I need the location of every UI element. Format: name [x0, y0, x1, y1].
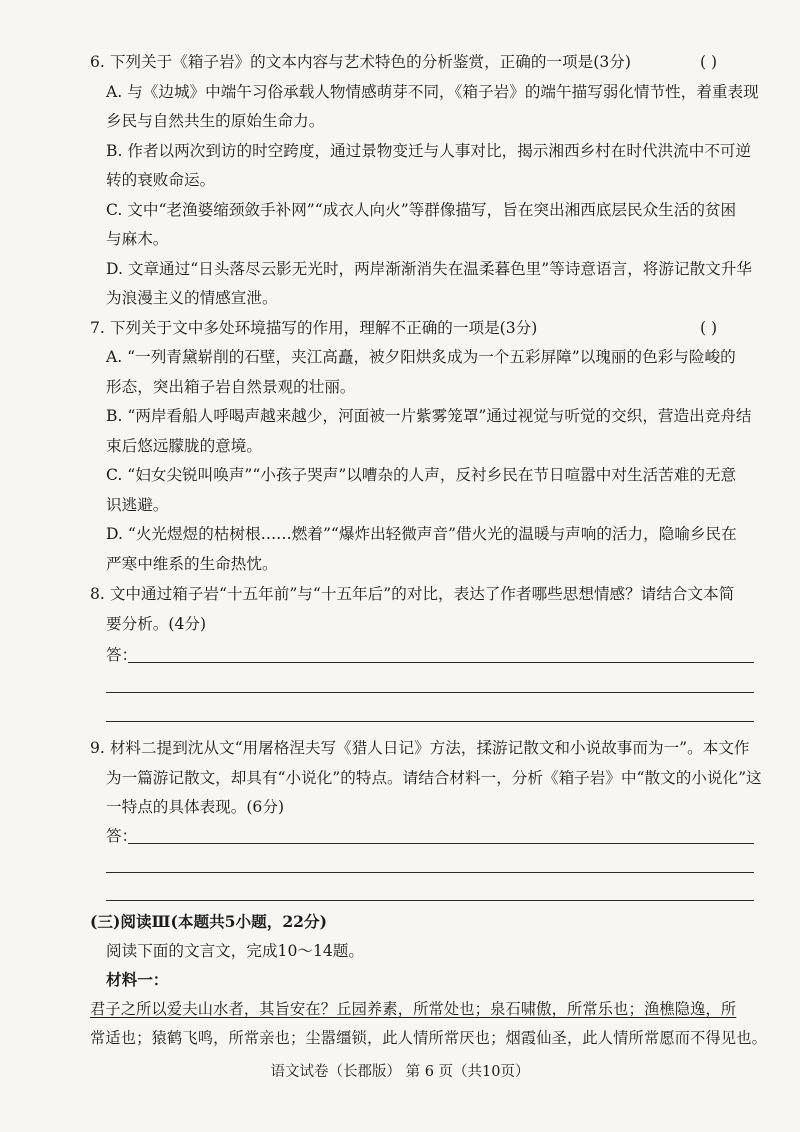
q9-stem-cont-1: 为一篇游记散文，却具有“小说化”的特点。请结合材料一，分析《箱子岩》中“散文的小说化”这 — [106, 769, 762, 787]
q8-answer-line-2[interactable] — [106, 692, 754, 693]
q8-stem-cont: 要分析。(4分) — [106, 615, 207, 633]
q6-option-b: B. 作者以两次到访的时空跨度，通过景物变迁与人事对比，揭示湘西乡村在时代洪流中不可逆 — [106, 142, 752, 160]
q6-option-c-cont: 与麻木。 — [106, 230, 169, 248]
q7-option-c-cont: 识逃避。 — [106, 496, 169, 514]
q6-option-b-cont: 转的衰败命运。 — [106, 171, 216, 189]
q9-answer-label: 答： — [106, 827, 138, 845]
material-1-label: 材料一： — [106, 970, 169, 989]
q8-answer-line-1[interactable] — [128, 662, 754, 663]
q6-option-a-cont: 乡民与自然共生的原始生命力。 — [106, 112, 325, 130]
q7-option-d-cont: 严寒中维系的生命热忱。 — [106, 555, 278, 573]
q7-option-c: C. “妇女尖锐叫唤声”“小孩子哭声”以嘈杂的人声，反衬乡民在节日喧嚣中对生活苦难的无意 — [106, 466, 737, 484]
q9-answer-line-3[interactable] — [106, 900, 754, 901]
q6-option-d: D. 文章通过“日头落尽云影无光时，两岸渐渐消失在温柔暮色里”等诗意语言，将游记散文升华 — [106, 260, 752, 278]
q6-option-a: A. 与《边城》中端午习俗承载人物情感萌芽不同，《箱子岩》的端午描写弱化情节性，着重表现 — [106, 83, 759, 101]
section-3-heading: (三)阅读Ⅲ(本题共5小题，22分) — [90, 912, 327, 931]
q8-answer-label: 答： — [106, 646, 138, 664]
q6-answer-bracket: ( ) — [700, 53, 718, 71]
q8-answer-line-3[interactable] — [106, 721, 754, 722]
q6-option-c: C. 文中“老渔婆缩颈敛手补网”“成衣人向火”等群像描写，旨在突出湘西底层民众生活的贫困 — [106, 201, 737, 219]
q9-stem: 9. 材料二提到沈从文“用屠格涅夫写《猎人日记》方法，揉游记散文和小说故事而为一”。本文作 — [90, 739, 750, 757]
q9-answer-line-1[interactable] — [128, 843, 754, 844]
q9-answer-line-2[interactable] — [106, 872, 754, 873]
q7-option-b-cont: 束后悠远朦胧的意境。 — [106, 437, 262, 455]
q6-stem: 6. 下列关于《箱子岩》的文本内容与艺术特色的分析鉴赏，正确的一项是(3分) — [90, 53, 631, 71]
q7-option-b: B. “两岸看船人呼喝声越来越少，河面被一片紫雾笼罩”通过视觉与听觉的交织，营造出竞舟结 — [106, 407, 752, 425]
q7-option-a-cont: 形态，突出箱子岩自然景观的壮丽。 — [106, 378, 356, 396]
section-3-instruction: 阅读下面的文言文，完成10～14题。 — [106, 942, 364, 960]
q8-stem: 8. 文中通过箱子岩“十五年前”与“十五年后”的对比，表达了作者哪些思想情感？请结合文本简 — [90, 585, 735, 603]
q9-stem-cont-2: 一特点的具体表现。(6分) — [106, 798, 285, 816]
page-footer: 语文试卷（长郡版） 第 6 页（共10页） — [270, 1064, 530, 1080]
q6-option-d-cont: 为浪漫主义的情感宣泄。 — [106, 289, 278, 307]
classical-text-line-1: 君子之所以爱夫山水者，其旨安在？丘园养素，所常处也；泉石啸傲，所常乐也；渔樵隐逸，所 — [90, 1000, 737, 1018]
q7-stem: 7. 下列关于文中多处环境描写的作用，理解不正确的一项是(3分) — [90, 319, 538, 337]
q7-answer-bracket: ( ) — [700, 319, 718, 337]
q7-option-d: D. “火光煜煜的枯树根……燃着”“爆炸出轻微声音”借火光的温暖与声响的活力，隐喻乡民在 — [106, 525, 737, 543]
q7-option-a: A. “一列青黛崭削的石壁，夹江高矗，被夕阳烘炙成为一个五彩屏障”以瑰丽的色彩与险峻的 — [106, 348, 736, 366]
classical-text-line-2: 常适也；猿鹤飞鸣，所常亲也；尘嚣缰锁，此人情所常厌也；烟霞仙圣，此人情所常愿而不得见也。 — [90, 1029, 768, 1047]
